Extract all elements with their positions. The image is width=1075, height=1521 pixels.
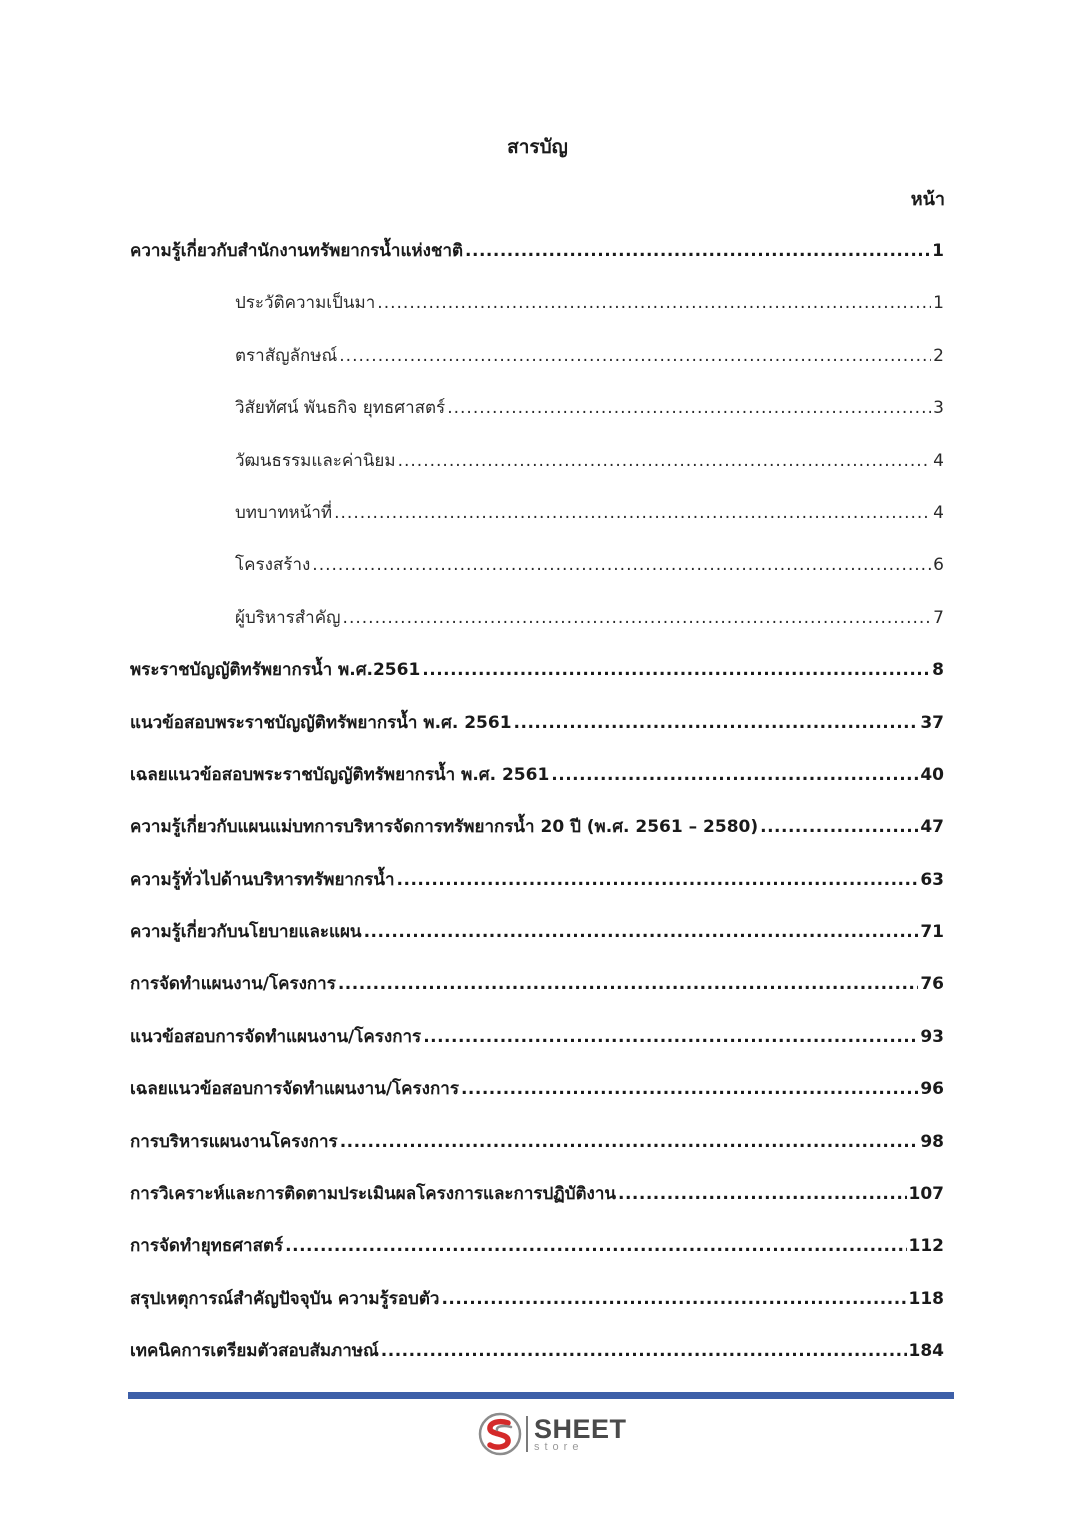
toc-entry-page: 37 xyxy=(920,712,944,733)
toc-entry xyxy=(130,498,944,550)
toc-dot-leader xyxy=(377,288,931,318)
toc-entry-title: เทคนิคการเตรียมตัวสอบสัมภาษณ์ xyxy=(130,1341,379,1362)
toc-dot-leader xyxy=(447,393,931,423)
toc-entry xyxy=(130,812,944,864)
toc-entry-title: โครงสร้าง xyxy=(235,555,311,576)
toc-dot-leader xyxy=(398,446,932,476)
toc-entry xyxy=(130,655,944,707)
toc-dot-leader xyxy=(364,917,919,947)
toc-dot-leader xyxy=(618,1179,906,1209)
toc-entry-page: 8 xyxy=(932,660,944,681)
toc-entry xyxy=(130,550,944,602)
logo-subtext: store xyxy=(534,1440,584,1453)
toc-entry-page: 4 xyxy=(933,450,944,471)
toc-entry-page: 7 xyxy=(933,607,944,628)
toc-entry-page: 4 xyxy=(933,502,944,523)
toc-entry-title: ประวัติความเป็นมา xyxy=(235,293,376,314)
toc-entry-title: ความรู้เกี่ยวกับแผนแม่บทการบริหารจัดการทรัพยากรน้ำ 20 ปี (พ.ศ. 2561 – 2580) xyxy=(130,817,759,838)
toc-entry-page: 47 xyxy=(920,817,944,838)
toc-entry-page: 40 xyxy=(920,764,944,785)
toc-dot-leader xyxy=(422,655,930,685)
toc-entry-page: 98 xyxy=(920,1131,944,1152)
toc-entry-title: ผู้บริหารสำคัญ xyxy=(235,607,341,628)
toc-entry-title: วิสัยทัศน์ พันธกิจ ยุทธศาสตร์ xyxy=(235,398,446,419)
footer-rule xyxy=(128,1392,954,1399)
toc-entry-page: 107 xyxy=(908,1184,944,1205)
toc-dot-leader xyxy=(334,498,931,528)
toc-entry-page: 76 xyxy=(920,974,944,995)
toc-entry xyxy=(130,1336,944,1388)
toc-entry-page: 63 xyxy=(920,869,944,890)
toc-dot-leader xyxy=(423,1022,918,1052)
toc-entry-title: การจัดทำยุทธศาสตร์ xyxy=(130,1236,284,1257)
toc-entry xyxy=(130,288,944,340)
page-title: สารบัญ xyxy=(507,136,568,158)
toc-entry-title: การวิเคราะห์และการติดตามประเมินผลโครงการและการปฏิบัติงาน xyxy=(130,1184,617,1205)
footer-logo xyxy=(478,1410,627,1458)
toc-dot-leader xyxy=(551,760,918,790)
toc-entry-page: 71 xyxy=(920,922,944,943)
toc-entry xyxy=(130,760,944,812)
toc-dot-leader xyxy=(312,550,931,580)
toc-dot-leader xyxy=(461,1074,918,1104)
toc-dot-leader xyxy=(285,1231,906,1261)
toc-entry-title: เฉลยแนวข้อสอบพระราชบัญญัติทรัพยากรน้ำ พ.ศ. 2561 xyxy=(130,764,550,785)
toc-entry-title: ตราสัญลักษณ์ xyxy=(235,345,338,366)
toc-entry-title: แนวข้อสอบการจัดทำแผนงาน/โครงการ xyxy=(130,1026,422,1047)
toc-entry-page: 1 xyxy=(933,293,944,314)
toc-entry-title: การบริหารแผนงานโครงการ xyxy=(130,1131,338,1152)
toc-entry-page: 184 xyxy=(908,1341,944,1362)
toc-entry xyxy=(130,341,944,393)
toc-dot-leader xyxy=(340,1127,919,1157)
toc-dot-leader xyxy=(338,969,918,999)
toc-entry-page: 1 xyxy=(932,241,944,261)
toc-entry xyxy=(130,1231,944,1283)
page-number-column-header: หน้า xyxy=(910,189,945,210)
toc-entry-page: 96 xyxy=(920,1079,944,1100)
toc-entry xyxy=(130,603,944,655)
toc-entry xyxy=(130,446,944,498)
toc-dot-leader xyxy=(343,603,932,633)
toc-entry xyxy=(130,1179,944,1231)
logo-wordmark: SHEET xyxy=(534,1413,627,1444)
toc-entry-page: 93 xyxy=(920,1026,944,1047)
toc-entry xyxy=(130,969,944,1021)
toc-entry-title: สรุปเหตุการณ์สำคัญปัจจุบัน ความรู้รอบตัว xyxy=(130,1288,440,1309)
toc-dot-leader xyxy=(441,1284,906,1314)
toc-dot-leader xyxy=(514,708,919,738)
sheet-store-logo-icon xyxy=(478,1412,522,1456)
toc-entry xyxy=(130,1074,944,1126)
table-of-contents xyxy=(130,236,944,1389)
toc-dot-leader xyxy=(397,865,919,895)
toc-entry-page: 6 xyxy=(933,555,944,576)
toc-dot-leader xyxy=(465,236,930,266)
logo-divider xyxy=(526,1416,528,1452)
toc-entry-title: การจัดทำแผนงาน/โครงการ xyxy=(130,974,336,995)
toc-entry-title: ความรู้ทั่วไปด้านบริหารทรัพยากรน้ำ xyxy=(130,869,395,890)
toc-entry xyxy=(130,865,944,917)
toc-entry-page: 2 xyxy=(933,345,944,366)
toc-entry-title: พระราชบัญญัติทรัพยากรน้ำ พ.ศ.2561 xyxy=(130,660,421,681)
toc-entry-page: 3 xyxy=(933,398,944,419)
toc-entry-page: 118 xyxy=(908,1288,944,1309)
toc-dot-leader xyxy=(381,1336,907,1366)
toc-entry-title: บทบาทหน้าที่ xyxy=(235,502,333,523)
toc-entry xyxy=(130,1022,944,1074)
toc-entry-title: เฉลยแนวข้อสอบการจัดทำแผนงาน/โครงการ xyxy=(130,1079,459,1100)
toc-entry-title: วัฒนธรรมและค่านิยม xyxy=(235,450,396,471)
toc-entry xyxy=(130,393,944,445)
toc-entry xyxy=(130,1284,944,1336)
toc-entry xyxy=(130,1127,944,1179)
toc-entry xyxy=(130,236,944,288)
toc-dot-leader xyxy=(339,341,931,371)
toc-entry xyxy=(130,917,944,969)
toc-dot-leader xyxy=(760,812,918,842)
toc-entry-title: แนวข้อสอบพระราชบัญญัติทรัพยากรน้ำ พ.ศ. 2561 xyxy=(130,712,512,733)
toc-entry-title: ความรู้เกี่ยวกับนโยบายและแผน xyxy=(130,922,362,943)
toc-entry xyxy=(130,708,944,760)
toc-entry-page: 112 xyxy=(908,1236,944,1257)
toc-entry-title: ความรู้เกี่ยวกับสำนักงานทรัพยากรน้ำแห่งชาติ xyxy=(130,241,464,261)
